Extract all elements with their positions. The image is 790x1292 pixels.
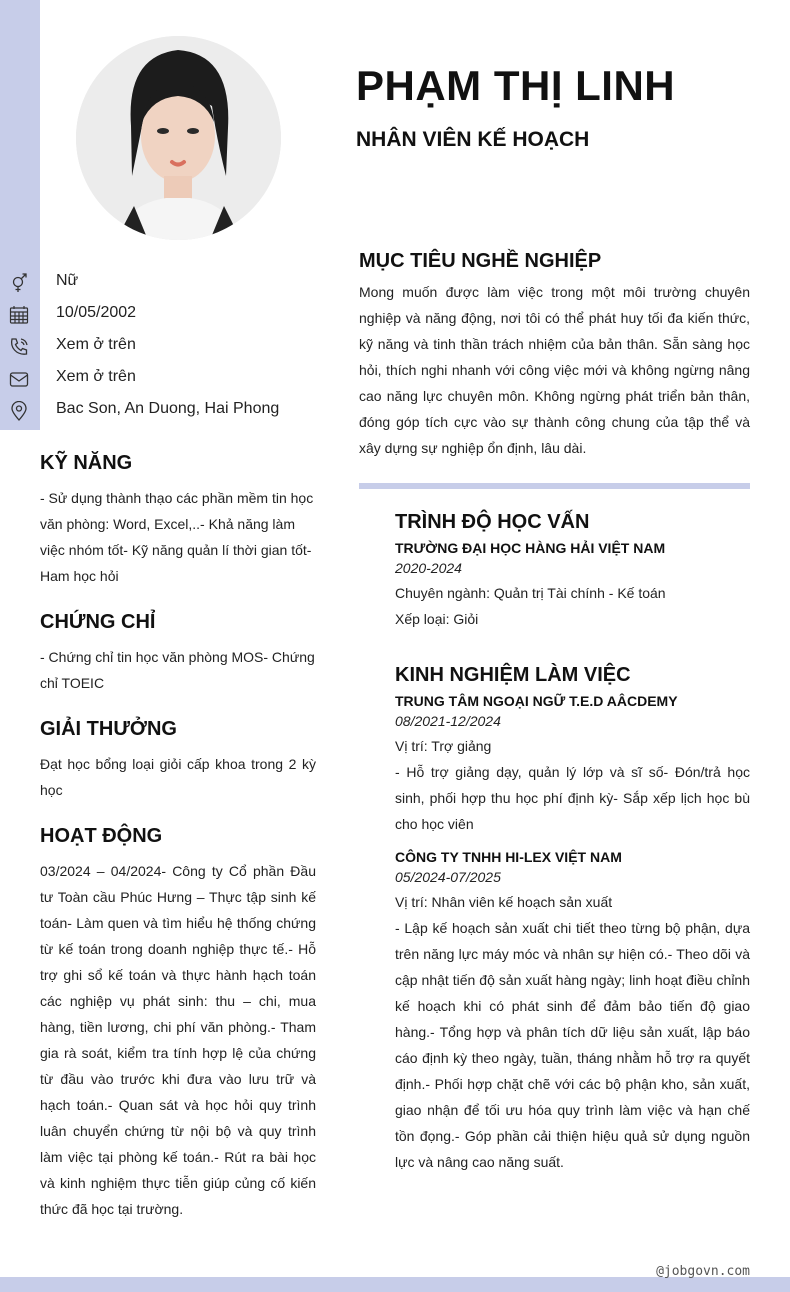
company-name: TRUNG TÂM NGOẠI NGỮ T.E.D AÂCDEMY [395,693,678,709]
objective-section [359,250,750,461]
contact-email [0,362,320,394]
experience-item [395,693,750,837]
education-period: 2020-2024 [395,560,462,576]
contact-list [0,266,320,426]
section-divider [359,483,750,489]
avatar [76,36,281,240]
watermark: @jobgovn.com [656,1264,750,1279]
contact-birthday [0,298,320,330]
email-text: Xem ở trên [56,368,136,385]
activities-section [40,825,316,1222]
job-description: - Hỗ trợ giảng dạy, quản lý lớp và sĩ số- Đón/trả học sinh, phối hợp thu học phí định kỳ- Sắp xếp lịch học bù cho học viên [395,764,750,832]
candidate-name: PHẠM THỊ LINH [356,62,676,109]
job-period: 08/2021-12/2024 [395,713,501,729]
experience-section [395,664,750,1175]
address-text: Bac Son, An Duong, Hai Phong [56,400,280,417]
awards-title: GIẢI THƯỞNG [40,718,177,740]
location-icon [9,401,29,421]
objective-text: Mong muốn được làm việc trong một môi trường chuyên nghiệp và năng động, nơi tôi có thể phát huy tối đa kiến thức, kỹ năng và tinh thần trách nhiệm của bản thân. Sẵn sàng học hỏi, thích nghi nhanh với công việc mới và không ngừng nâng cao năng lực chuyên môn. Không ngừng phát triển bản thân, đóng góp tích cực vào sự thành công chung của tập thể và xây dựng sự nghiệp ổn định, lâu dài. [359,284,750,456]
phone-text: Xem ở trên [56,336,136,353]
skills-title: KỸ NĂNG [40,452,133,474]
phone-icon [9,337,29,357]
awards-section [40,718,316,803]
calendar-icon [9,305,29,325]
footer-accent-strip [0,1277,790,1292]
awards-text: Đạt học bổng loại giỏi cấp khoa trong 2 kỳ học [40,756,316,798]
gender-text: Nữ [56,272,79,289]
school-name: TRƯỜNG ĐẠI HỌC HÀNG HẢI VIỆT NAM [395,540,666,556]
job-description: - Lập kế hoạch sản xuất chi tiết theo từng bộ phận, dựa trên năng lực máy móc và nhân sự hiện có.- Theo dõi và cập nhật tiến độ sản xuất hàng ngày; linh hoạt điều chỉnh kế hoạch khi có phát sinh để đảm bảo tiến độ giao hàng.- Tổng hợp và phân tích dữ liệu sản xuất, lập báo cáo định kỳ theo ngày, tuần, tháng nhằm hỗ trợ ra quyết định.- Phối hợp chặt chẽ với các bộ phận kho, sản xuất, giao nhận để tối ưu hóa quy trình làm việc và hạn chế tồn đọng.- Góp phần cải thiện hiệu quả sử dụng nguồn lực và nâng cao năng suất. [395,920,750,1170]
skills-section [40,452,316,589]
certificates-text: - Chứng chỉ tin học văn phòng MOS- Chứng chỉ TOEIC [40,649,315,691]
objective-title: MỤC TIÊU NGHỀ NGHIỆP [359,250,602,272]
job-position: Vị trí: Trợ giảng [395,738,492,754]
contact-address [0,394,320,426]
company-name: CÔNG TY TNHH HI-LEX VIỆT NAM [395,849,622,865]
contact-phone [0,330,320,362]
certificates-title: CHỨNG CHỈ [40,611,156,633]
gender-icon [9,273,29,293]
activities-title: HOẠT ĐỘNG [40,825,163,847]
email-icon [9,369,29,389]
job-period: 05/2024-07/2025 [395,869,501,885]
job-title: NHÂN VIÊN KẾ HOẠCH [356,128,590,151]
activities-text: 03/2024 – 04/2024- Công ty Cổ phần Đầu tư Toàn cầu Phúc Hưng – Thực tập sinh kế toán- Làm quen và tìm hiểu hệ thống chứng từ kế toán trong doanh nghiệp thực tế.- Hỗ trợ ghi sổ kế toán và thực hành hạch toán các nghiệp vụ phát sinh: thu – chi, mua hàng, tiền lương, chi phí văn phòng.- Tham gia rà soát, kiểm tra tính hợp lệ của chứng từ đầu vào trước khi đưa vào lưu trữ và hạch toán.- Quan sát và học hỏi quy trình luân chuyển chứng từ nội bộ và quy trình làm việc tại phòng kế toán.- Rút ra bài học và kinh nghiệm thực tiễn giúp củng cố kiến thức đã học tại trường. [40,863,316,1217]
education-section [395,511,750,632]
education-grade: Xếp loại: Giỏi [395,611,479,627]
experience-item [395,849,750,1175]
job-position: Vị trí: Nhân viên kế hoạch sản xuất [395,894,613,910]
education-major: Chuyên ngành: Quản trị Tài chính - Kế toán [395,585,666,601]
certificates-section [40,611,316,696]
contact-gender [0,266,320,298]
skills-text: - Sử dụng thành thạo các phần mềm tin học văn phòng: Word, Excel,..- Khả năng làm việc nhóm tốt- Kỹ năng quản lí thời gian tốt- Ham học hỏi [40,490,314,584]
experience-title: KINH NGHIỆM LÀM VIỆC [395,664,631,686]
birthday-text: 10/05/2002 [56,304,137,321]
education-title: TRÌNH ĐỘ HỌC VẤN [395,511,590,533]
